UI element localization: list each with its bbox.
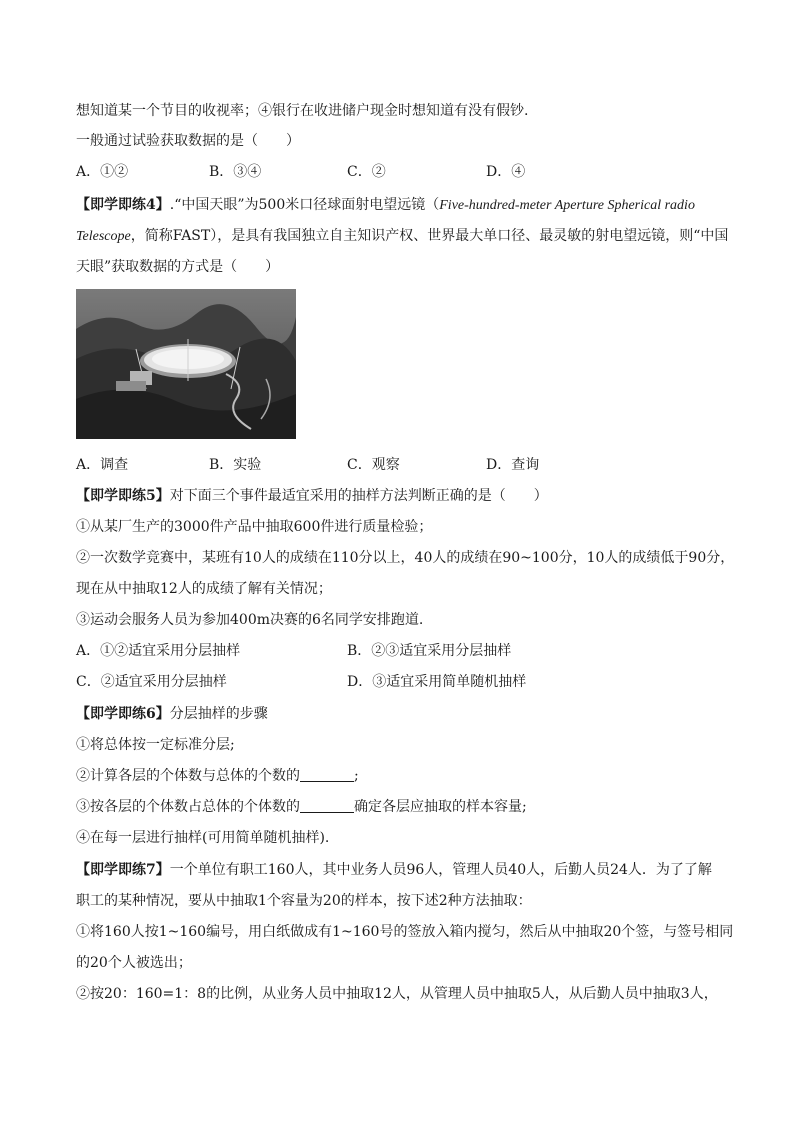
option-c: C．②适宜采用分层抽样 — [76, 674, 227, 690]
text: ②计算各层的个体数与总体的个数的 — [76, 768, 300, 784]
question-4-line-3: 天眼”获取数据的方式是（ ） — [76, 259, 280, 275]
text: .“中国天眼”为500米口径球面射电望远镜（ — [169, 197, 440, 213]
option-b: B．②③适宜采用分层抽样 — [347, 643, 512, 659]
question-prompt: 一般通过试验获取数据的是（ ） — [76, 133, 300, 149]
option-a: A．①②适宜采用分层抽样 — [76, 643, 241, 659]
option-d: D．④ — [486, 164, 526, 180]
fast-telescope-image — [76, 289, 296, 439]
exercise-tag: 【即学即练4】 — [76, 197, 170, 213]
text-line: ②按20：160=1：8的比例，从业务人员中抽取12人，从管理人员中抽取5人，从后勤人员中抽取3人， — [76, 986, 718, 1002]
question-4-line-1 — [76, 195, 695, 216]
question-6-line-1 — [76, 704, 268, 724]
text: 对下面三个事件最适宜采用的抽样方法判断正确的是（ ） — [169, 488, 548, 504]
text-line: ④在每一层进行抽样(可用简单随机抽样). — [76, 830, 330, 846]
option-c: C．② — [347, 164, 386, 180]
text-line: ①将160人按1~160编号，用白纸做成有1~160号的签放入箱内搅匀，然后从中抽取20个签，与签号相同 — [76, 924, 734, 940]
text: 确定各层应抽取的样本容量; — [354, 799, 527, 815]
answer-blank[interactable] — [300, 798, 354, 813]
text: 分层抽样的步骤 — [169, 706, 268, 722]
telescope-photo — [76, 289, 296, 439]
option-b: B．③④ — [209, 164, 262, 180]
text: ; — [354, 768, 359, 784]
fill-blank-line — [76, 797, 527, 817]
exercise-tag: 【即学即练5】 — [76, 488, 170, 504]
text: 一个单位有职工160人，其中业务人员96人，管理人员40人，后勤人员24人．为了了解 — [169, 862, 712, 878]
text-line: ③运动会服务人员为参加400m决赛的6名同学安排跑道. — [76, 612, 424, 628]
exercise-tag: 【即学即练7】 — [76, 862, 170, 878]
text-line: 职工的某种情况，要从中抽取1个容量为20的样本，按下述2种方法抽取： — [76, 893, 532, 909]
english-text: Five-hundred-meter Aperture Spherical radio — [439, 198, 695, 213]
option-a: A．①② — [76, 164, 129, 180]
text-line: ①将总体按一定标准分层; — [76, 737, 235, 753]
english-text: Telescope — [76, 229, 131, 244]
text-line: 的20个人被选出； — [76, 955, 192, 971]
option-d: D．③适宜采用简单随机抽样 — [347, 674, 527, 690]
text-line: ②一次数学竞赛中，某班有10人的成绩在110分以上，40人的成绩在90~100分，10人的成绩低于90分， — [76, 550, 735, 566]
text-line: 想知道某一个节目的收视率；④银行在收进储户现金时想知道有没有假钞. — [76, 103, 529, 119]
question-5-line-1 — [76, 486, 548, 506]
text-line: ①从某厂生产的3000件产品中抽取600件进行质量检验； — [76, 519, 433, 535]
question-4-line-2 — [76, 226, 728, 247]
text: ③按各层的个体数占总体的个体数的 — [76, 799, 300, 815]
option-c: C．观察 — [347, 457, 400, 473]
answer-blank[interactable] — [300, 767, 354, 782]
exercise-tag: 【即学即练6】 — [76, 706, 170, 722]
question-7-line-1 — [76, 860, 712, 880]
text-line: 现在从中抽取12人的成绩了解有关情况； — [76, 581, 332, 597]
fill-blank-line — [76, 766, 359, 786]
option-d: D．查询 — [486, 457, 540, 473]
option-a: A．调查 — [76, 457, 129, 473]
option-b: B．实验 — [209, 457, 262, 473]
text: ，简称FAST），是具有我国独立自主知识产权、世界最大单口径、最灵敏的射电望远镜，则“中国 — [130, 228, 729, 244]
